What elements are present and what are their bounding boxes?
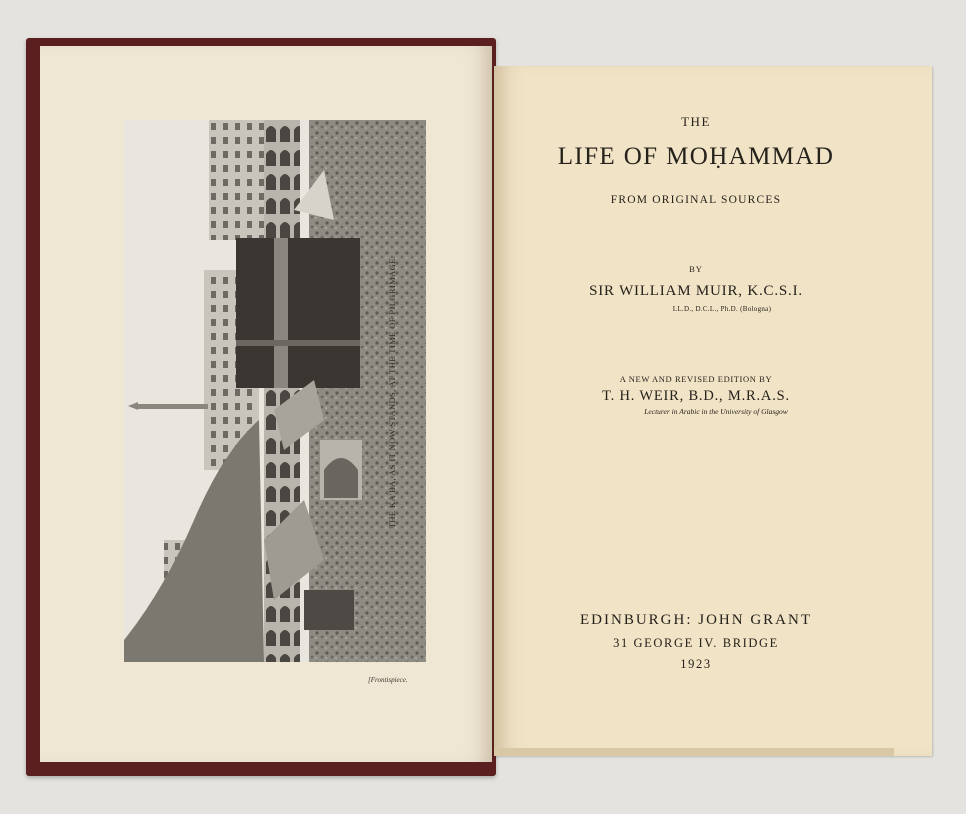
edition-line: A NEW AND REVISED EDITION BY	[619, 374, 773, 384]
author-degrees: LL.D., D.C.L., Ph.D. (Bologna)	[672, 305, 772, 313]
editor-name: T. H. WEIR, B.D., M.R.A.S.	[602, 388, 790, 404]
title-article: THE	[681, 114, 711, 129]
kaaba-engraving	[124, 120, 426, 662]
publisher: EDINBURGH: JOHN GRANT	[580, 612, 812, 628]
by-label: BY	[689, 264, 703, 274]
author-name: SIR WILLIAM MUIR, K.C.S.I.	[589, 283, 803, 299]
publisher-address: 31 GEORGE IV. BRIDGE	[613, 636, 779, 650]
editor-title: Lecturer in Arabic in the University of Glasgow	[644, 407, 788, 416]
frontispiece-label: [Frontispiece.	[368, 676, 408, 684]
book-title: LIFE OF MOḤAMMAD	[557, 143, 835, 170]
book-subtitle: FROM ORIGINAL SOURCES	[610, 194, 782, 206]
publication-year: 1923	[680, 657, 712, 671]
page-edge	[494, 748, 894, 756]
open-book: THE KA'BA, AS IT NOW STANDS, AT THE TIME OF PILGRIMAGE. [Frontispiece. THE LIFE OF MOḤAMMAD FROM ORIGINAL SOURCES BY SIR WILLIAM MUIR, K.C.S.I. LL.D., D.C.L., Ph.D. (Bologna) A NEW AND REVISED EDITION BY T. H. WEIR, B.D., M.R.A.S. Lecturer in Arabic in the University of Glasgow EDINBURGH: JOHN GRANT 31 GEORGE IV. BRIDGE 1923	[0, 0, 966, 814]
